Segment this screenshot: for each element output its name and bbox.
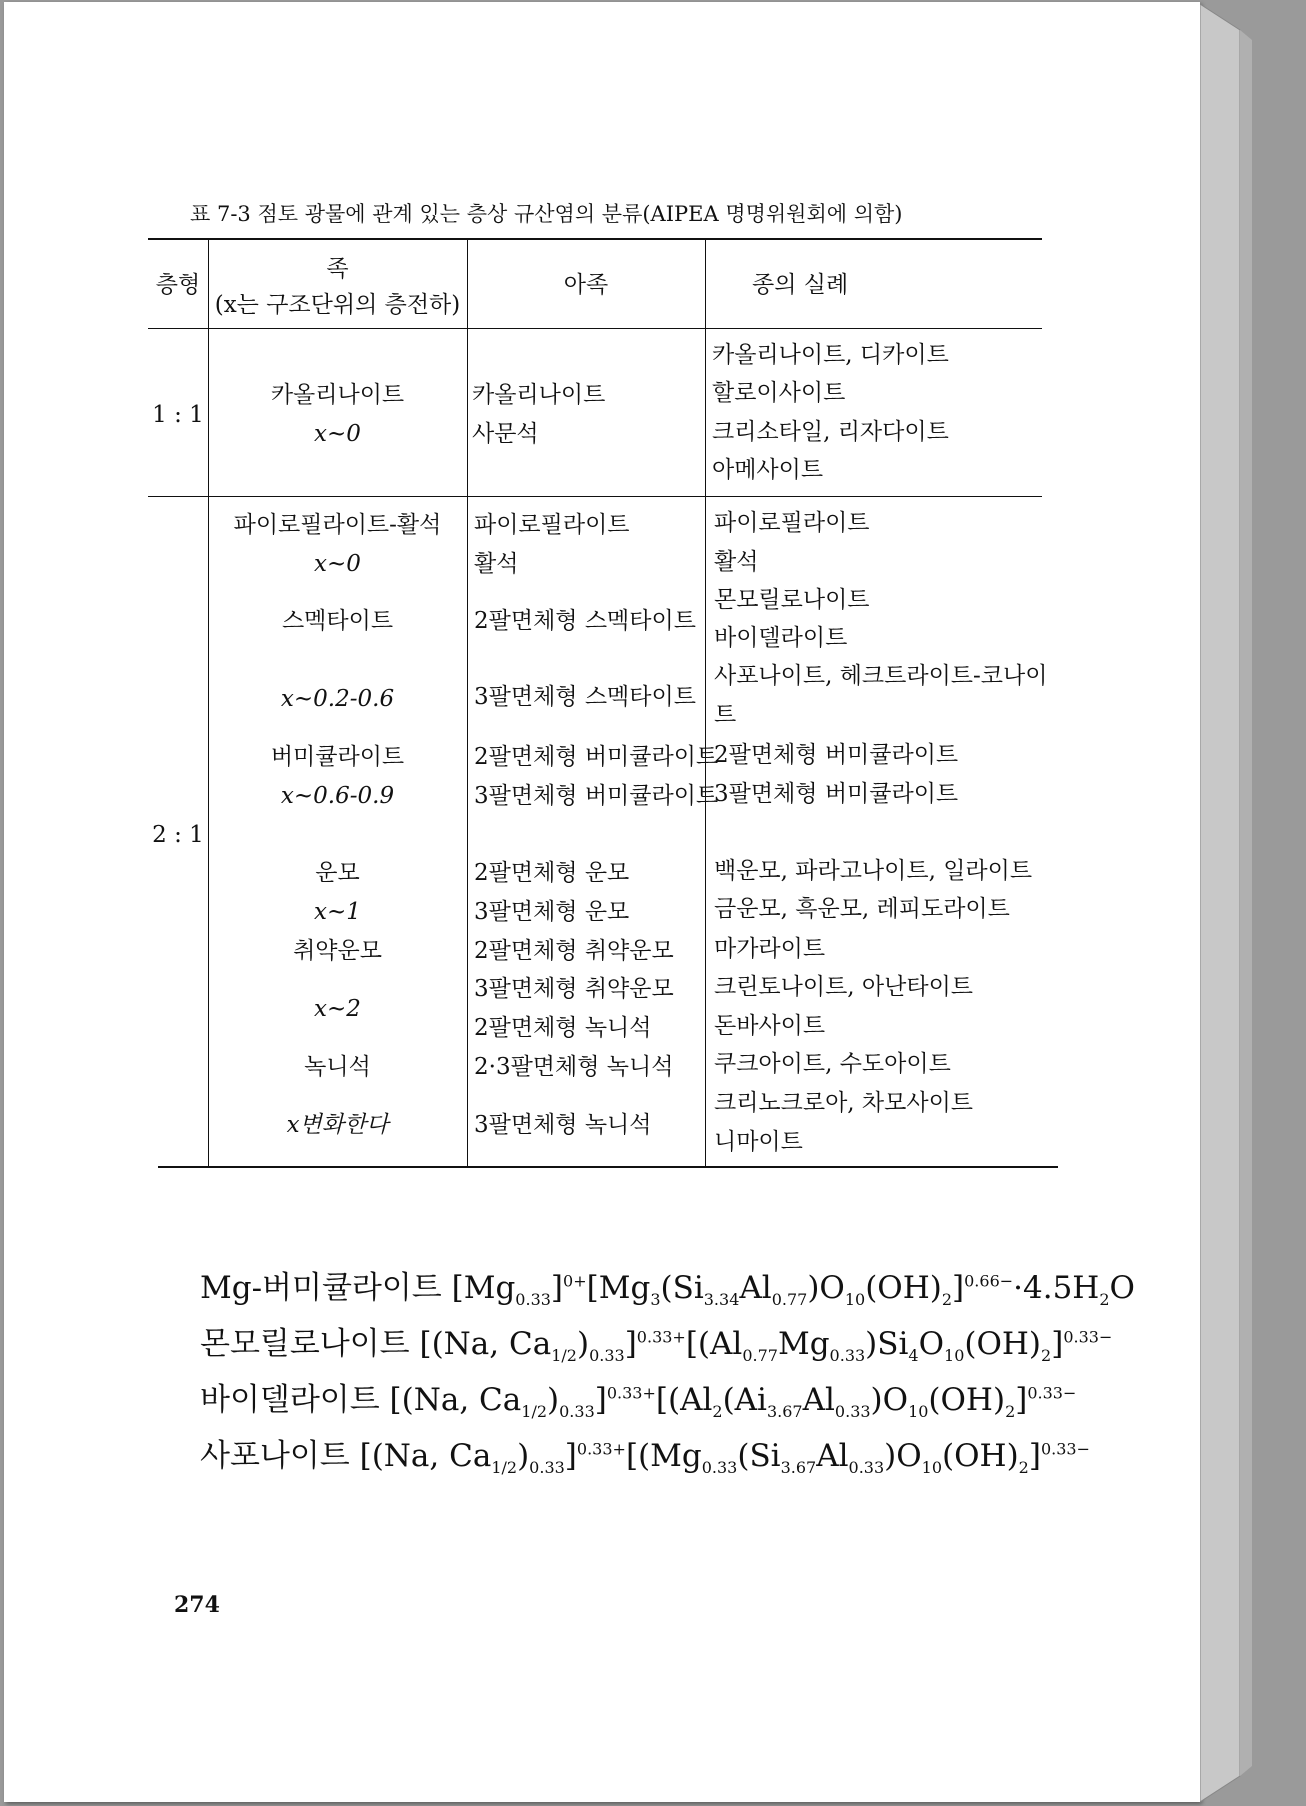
group-name: 파이로필라이트-활석	[233, 512, 442, 538]
subgroup-name: 3팔면체형 버미큘라이트	[474, 783, 719, 809]
subgroup-name: 3팔면체형 스멕타이트	[474, 684, 696, 710]
species-item: 마가라이트	[714, 936, 826, 962]
subgroup-name: 카올리나이트	[472, 382, 606, 408]
table-top-rule	[148, 238, 1042, 240]
group-name: 운모	[315, 860, 360, 886]
group-charge: x~0.6-0.9	[280, 783, 395, 809]
group-charge: x~0	[314, 421, 361, 447]
subgroup-name: 3팔면체형 녹니석	[474, 1112, 652, 1138]
species-item: 아메사이트	[712, 457, 824, 483]
header-group: 족	[326, 256, 349, 282]
subgroup-name: 2팔면체형 운모	[474, 860, 630, 886]
species-item: 바이델라이트	[714, 625, 848, 651]
group-charge: x~0	[314, 551, 361, 577]
book-page-edge	[1200, 0, 1306, 1806]
species-item: 파이로필라이트	[714, 510, 870, 536]
subgroup-name: 사문석	[472, 421, 539, 447]
species-item: 니마이트	[714, 1129, 803, 1155]
species-item: 카올리나이트, 디카이트	[712, 342, 949, 368]
layer-2-1: 2 : 1	[152, 822, 204, 848]
group-name: 취약운모	[293, 938, 382, 964]
header-subgroup: 아족	[563, 272, 609, 298]
formula-mg-vermiculite: Mg-버미큘라이트 $[Mg_{0.33}]^{0+}[Mg_3(Si_{3.34}Al_{0.77})O_{10}(OH)_2]^{0.66-}\cdot 4.5H_2O$	[200, 1270, 1135, 1310]
species-item: 몬모릴로나이트	[714, 587, 870, 613]
group-charge: x~0.2-0.6	[280, 686, 395, 712]
column-rule-2	[467, 240, 468, 1166]
group-name: 스멕타이트	[281, 608, 394, 634]
group-name: 녹니석	[304, 1054, 371, 1080]
formula-saponite: 사포나이트 [(Na, $Ca_{1/2})_{0.33}]^{0.33+}[(Mg_{0.33}(Si_{3.67}Al_{0.33})O_{10}(OH)_2]^{0.33-}$	[200, 1438, 1090, 1478]
subgroup-name: 2팔면체형 스멕타이트	[474, 608, 696, 634]
species-item: 크리노크로아, 차모사이트	[714, 1090, 974, 1116]
formula-montmorillonite: 몬모릴로나이트 [(Na, $Ca_{1/2})_{0.33}]^{0.33+}[(Al_{0.77}Mg_{0.33})Si_4O_{10}(OH)_2]^{0.33-}$	[200, 1326, 1113, 1366]
subgroup-name: 2·3팔면체형 녹니석	[474, 1054, 674, 1080]
formula-beidellite: 바이델라이트 [(Na, $Ca_{1/2})_{0.33}]^{0.33+}[(Al_2(Ai_{3.67}Al_{0.33})O_{10}(OH)_2]^{0.33-}$	[200, 1382, 1077, 1422]
table-bottom-rule	[158, 1166, 1058, 1168]
group-charge: x~2	[314, 996, 361, 1022]
species-item: 트	[714, 702, 737, 728]
species-item: 쿠크아이트, 수도아이트	[714, 1051, 951, 1077]
page-number: 274	[174, 1592, 220, 1618]
species-item: 금운모, 흑운모, 레피도라이트	[714, 896, 1010, 922]
species-item: 3팔면체형 버미큘라이트	[714, 781, 959, 807]
subgroup-name: 2팔면체형 버미큘라이트	[474, 744, 719, 770]
group-name: 카올리나이트	[270, 382, 405, 408]
subgroup-name: 3팔면체형 취약운모	[474, 976, 674, 1002]
layer-1-1: 1 : 1	[152, 402, 204, 428]
header-species: 종의 실례	[752, 272, 849, 298]
group-charge: x변화한다	[286, 1112, 389, 1138]
subgroup-name: 3팔면체형 운모	[474, 899, 630, 925]
header-layer: 층형	[155, 272, 201, 298]
header-bottom-rule	[148, 328, 1042, 329]
subgroup-name: 2팔면체형 녹니석	[474, 1015, 652, 1041]
group-name: 버미큘라이트	[270, 744, 405, 770]
species-item: 2팔면체형 버미큘라이트	[714, 742, 959, 768]
book-page	[4, 2, 1200, 1802]
subgroup-name: 2팔면체형 취약운모	[474, 938, 674, 964]
column-rule-3	[705, 240, 706, 1166]
species-item: 크리소타일, 리자다이트	[712, 419, 949, 445]
header-group-note: (x는 구조단위의 층전하)	[214, 292, 461, 318]
subgroup-name: 파이로필라이트	[474, 512, 630, 538]
species-item: 크린토나이트, 아난타이트	[714, 974, 974, 1000]
row-divider-rule	[148, 496, 1042, 497]
species-item: 할로이사이트	[712, 380, 846, 406]
table-caption: 표 7-3 점토 광물에 관계 있는 층상 규산염의 분류(AIPEA 명명위원회에 의함)	[190, 202, 903, 226]
subgroup-name: 활석	[474, 551, 519, 577]
species-item: 백운모, 파라고나이트, 일라이트	[714, 858, 1033, 884]
species-item: 사포나이트, 헤크트라이트-코나이	[714, 663, 1048, 689]
group-charge: x~1	[314, 899, 361, 925]
species-item: 활석	[714, 549, 759, 575]
species-item: 돈바사이트	[714, 1013, 826, 1039]
